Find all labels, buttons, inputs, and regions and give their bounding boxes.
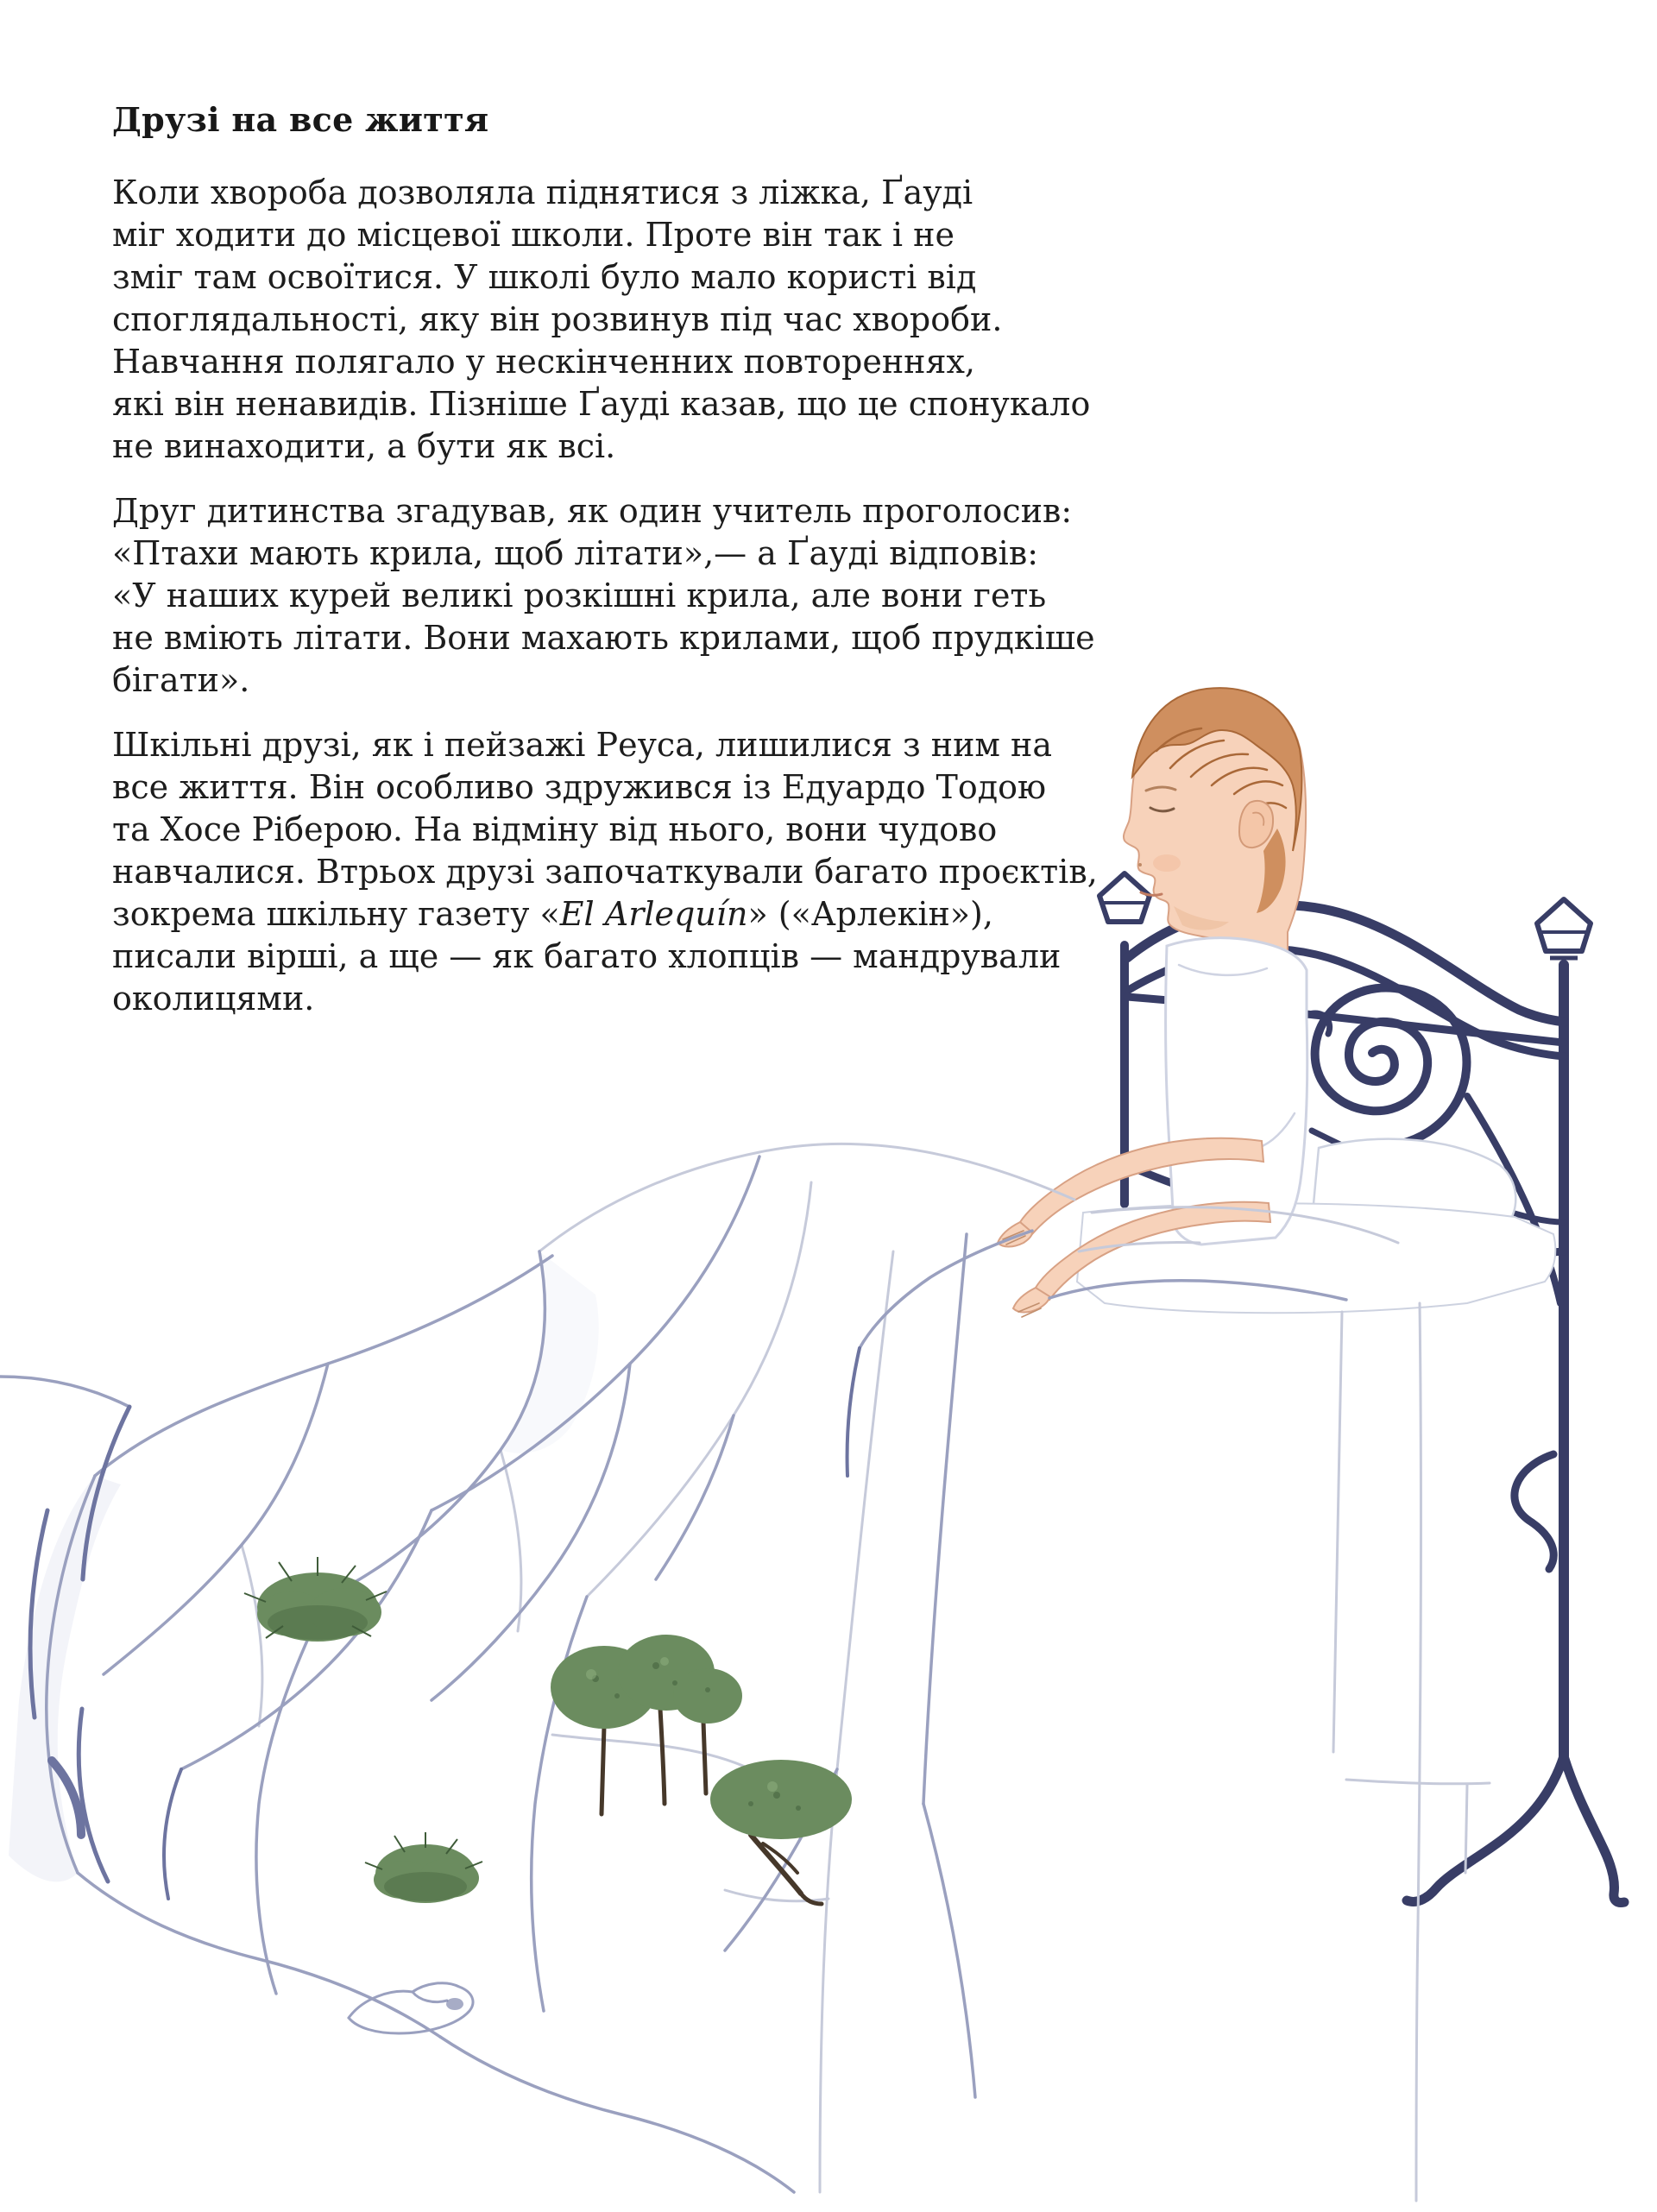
sheet-hang-fold (1333, 1312, 1342, 1752)
tree-crowns (551, 1635, 742, 1729)
blanket-ridge (539, 1144, 1074, 1251)
mattress-corner-line (1465, 1785, 1467, 1873)
speckle (614, 1693, 620, 1698)
speckle (796, 1806, 801, 1811)
tree-cluster (551, 1635, 742, 1814)
mattress-corner-line (1346, 1780, 1490, 1784)
vest-body (1166, 938, 1307, 1245)
tree-crown (673, 1668, 742, 1724)
text-line: Навчання полягало у нескінченних повтореннях, (112, 343, 975, 381)
highlight (767, 1781, 778, 1792)
drape-edge (820, 1251, 893, 2192)
bed-foot-left (1407, 1756, 1564, 1901)
ledge-line (725, 1890, 828, 1901)
text-line: зміг там освоїтися. У школі було мало користі від (112, 258, 977, 296)
fold-under-hands (860, 1231, 1032, 1348)
text-line: «У наших курей великі розкішні крила, але вони геть (112, 577, 1047, 614)
crevice-line (164, 1769, 181, 1899)
tree-crown (710, 1760, 852, 1839)
text-line: споглядальності, яку він розвинув під час хвороби. (112, 300, 1003, 338)
text-line: околицями. (112, 980, 315, 1018)
text-line: які він ненавидів. Пізніше Ґауді казав, що це спонукало (112, 385, 1091, 423)
nostril (1138, 863, 1142, 867)
bush (244, 1557, 387, 1642)
mountain-edge (95, 1256, 552, 1476)
fold-line (501, 1450, 521, 1631)
drape-fold (923, 1234, 967, 1804)
text-line: навчалися. Втрьох друзі започаткували багато проєктів, (112, 853, 1098, 891)
fold-line (328, 1251, 545, 1597)
text-line: бігати». (112, 661, 250, 699)
headboard-spiral (1315, 987, 1467, 1146)
slipper-heel-shadow (446, 1998, 463, 2010)
highlight (660, 1657, 669, 1666)
text-line: та Хосе Ріберою. На відміну від нього, вони чудово (112, 810, 998, 848)
finial-left (1099, 873, 1150, 922)
text-line: Друг дитинства згадував, як один учитель проголосив: (112, 492, 1073, 530)
speckle (705, 1687, 710, 1692)
fold-line (242, 1545, 262, 1726)
section-heading: Друзі на все життя (112, 100, 489, 139)
text-line: писали вірші, а ще — як багато хлопців — мандрували (112, 937, 1062, 975)
tree-trunk (751, 1835, 801, 1894)
text-line: не винаходити, а бути як всі. (112, 427, 616, 465)
mountain-base (440, 2037, 794, 2192)
mountain-shading (9, 1251, 599, 1881)
speckle (748, 1801, 753, 1806)
bush-shadow (268, 1605, 368, 1640)
speckle (773, 1792, 780, 1799)
tree-trunk (660, 1709, 665, 1804)
text-line: Коли хвороба дозволяла піднятися з ліжка, Ґауді (112, 173, 973, 211)
text-line: не вміють літати. Вони махають крилами, щоб прудкіше (112, 619, 1095, 657)
text-line: все життя. Він особливо здружився із Едуардо Тодою (112, 768, 1047, 806)
sheet-hang-edge (1416, 1303, 1421, 2201)
slipper (349, 1983, 473, 2033)
boy-vest (1166, 938, 1307, 1245)
fold-shadow (847, 1348, 860, 1476)
text-segment: зокрема шкільну газету « (112, 895, 560, 933)
cheek-blush (1153, 854, 1181, 872)
fold-line (256, 1597, 328, 1994)
tree-trunk (703, 1722, 706, 1793)
bush (365, 1832, 482, 1903)
tree-trunk (602, 1726, 604, 1814)
speckle (672, 1680, 677, 1686)
text-line: Шкільні друзі, як і пейзажі Реуса, лишилися з ним на (112, 726, 1053, 764)
text-line: міг ходити до місцевої школи. Проте він так і не (112, 216, 955, 254)
fold-line (587, 1182, 811, 1597)
bed-foot-right (1564, 1756, 1624, 1903)
leaning-tree-trunk (751, 1835, 822, 1904)
boy-in-bed-illustration (0, 647, 1657, 2212)
fold-line (656, 1415, 734, 1579)
highlight (586, 1669, 596, 1679)
bush-shadow (384, 1872, 467, 1901)
text-segment: » («Арлекін»), (747, 895, 993, 933)
text-line: «Птахи мають крила, щоб літати»,— а Ґауді відповів: (112, 534, 1039, 572)
fold-line (923, 1804, 975, 2097)
ledge-line (552, 1735, 751, 1769)
post-curl (1515, 1454, 1553, 1569)
cliff-shade (9, 1476, 121, 1881)
newspaper-title: El Arlequín (559, 895, 748, 933)
paragraph-1 (112, 172, 1098, 468)
slipper-opening (413, 1992, 447, 2002)
finial-right (1537, 899, 1591, 951)
speckle (652, 1662, 659, 1669)
fold-shade (501, 1251, 599, 1453)
crevice-line (79, 1709, 108, 1881)
